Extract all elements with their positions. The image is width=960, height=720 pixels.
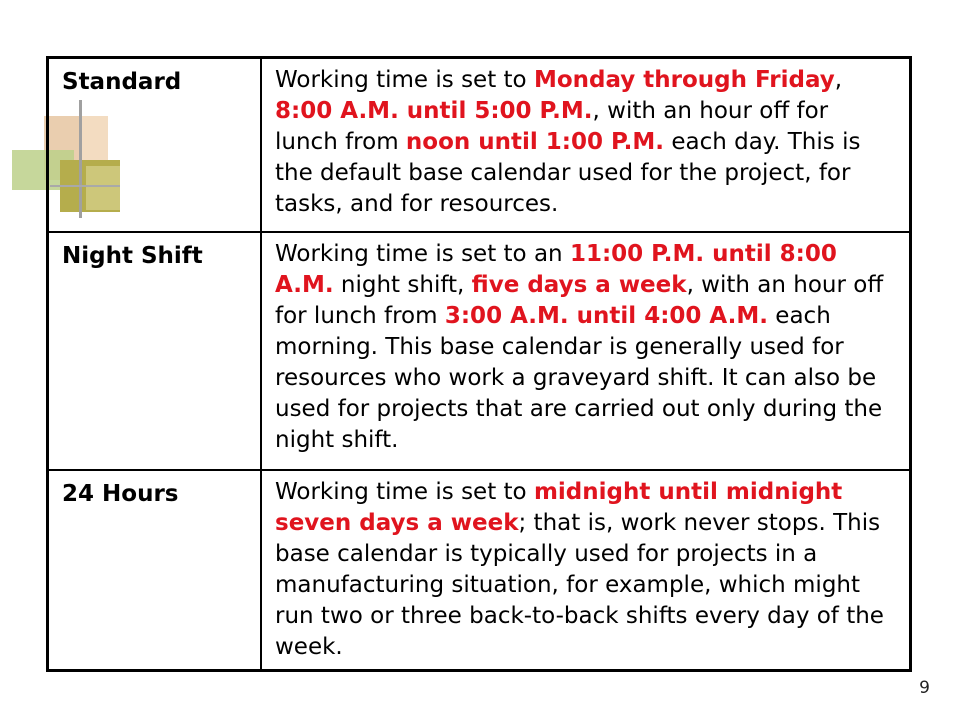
calendar-name-cell: Standard <box>48 58 262 233</box>
calendar-name-cell: Night Shift <box>48 232 262 470</box>
description-text: each day. This is the default base calendar used for the project, for tasks, and for resources. <box>275 129 861 217</box>
highlighted-text: 11:00 P.M. until 8:00 A.M. <box>275 241 837 298</box>
highlighted-text: midnight until midnight seven days a week <box>275 479 843 536</box>
highlighted-text: 3:00 A.M. until 4:00 A.M. <box>444 303 768 329</box>
description-text: Working time is set to an <box>275 241 570 267</box>
calendar-description-cell <box>261 58 911 233</box>
calendar-description-cell <box>261 470 911 671</box>
description-text: each morning. This base calendar is generally used for resources who work a graveyard shift. It can also be used for projects that are carried out only during the night shift. <box>275 303 883 453</box>
description-text: night shift, <box>333 272 472 298</box>
description-text: Working time is set to <box>275 479 534 505</box>
calendar-description-cell <box>261 232 911 470</box>
table-row <box>48 58 911 233</box>
description-text: , with an hour off for lunch from <box>275 272 884 329</box>
description-text: , <box>834 67 843 93</box>
highlighted-text: noon until 1:00 P.M. <box>405 129 665 155</box>
page-number: 9 <box>919 678 930 698</box>
description-text: Working time is set to <box>275 67 534 93</box>
table-row <box>48 470 911 671</box>
highlighted-text: five days a week <box>471 272 687 298</box>
highlighted-text: 8:00 A.M. until 5:00 P.M. <box>275 98 593 124</box>
calendar-name-cell: 24 Hours <box>48 470 262 671</box>
description-text: , with an hour off for lunch from <box>275 98 829 155</box>
base-calendar-table <box>46 56 912 672</box>
description-text: ; that is, work never stops. This base calendar is typically used for projects in a manufacturing situation, for example, which might run two or three back-to-back shifts every day of the week. <box>275 510 884 660</box>
highlighted-text: Monday through Friday <box>533 67 835 93</box>
table-row <box>48 232 911 470</box>
